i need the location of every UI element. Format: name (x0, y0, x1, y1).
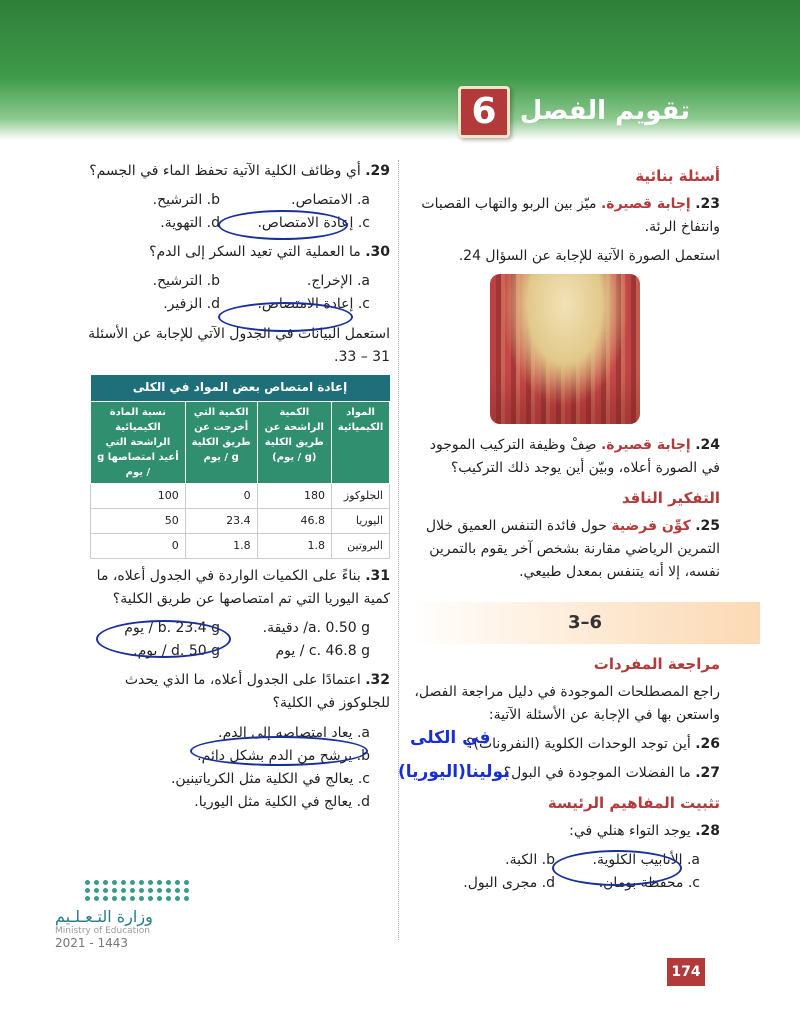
option-b[interactable]: b. الكبة. (505, 851, 555, 868)
question-25: 25. كوِّن فرضية حول فائدة التنفس العميق خلال التمرين الرياضي مقارنة بشخص آخر يقوم بالتمرين نفسه، إلا أنه يتنفس بمعدل طبيعي. (425, 517, 720, 581)
option-c[interactable]: c. إعادة الامتصاص. (257, 296, 370, 313)
option-d[interactable]: d. مجرى البول. (463, 875, 555, 891)
section-heading: تثبيت المفاهيم الرئيسة (547, 794, 720, 813)
table-header: نسبة المادة الكيميائية الراشحة التي أعيد امتصاصها g / يوم (91, 401, 186, 483)
handwritten-answer-27: بولينا(اليوريا) (398, 762, 510, 782)
question-29: 29. أي وظائف الكلية الآتية تحفظ الماء في الجسم؟ (89, 163, 390, 179)
options-32 (70, 722, 370, 814)
reabsorption-table (90, 375, 390, 559)
option-a[interactable]: a. 0.50 g/ دقيقة. (262, 620, 370, 637)
question-23: 23. إجابة قصيرة. ميّز بين الربو والتهاب القصبات وانتفاخ الرئة. (421, 195, 720, 235)
table-row: اليوريا 46.8 23.4 50 (91, 508, 390, 533)
table-header: الكمية التي أخرجت عن طريق الكلية g / يوم (185, 401, 257, 483)
option-a[interactable]: a. الأنابيب الكلوية. (592, 851, 700, 868)
page-number: 174 (667, 958, 705, 986)
question-27: 27. ما الفضلات الموجودة في البول؟ (503, 764, 720, 781)
option-d[interactable]: d. 50 g / يوم. (133, 643, 220, 660)
table-intro: استعمل البيانات في الجدول الآتي للإجابة عن الأسئلة 31 – 33. (88, 325, 390, 365)
left-column (70, 160, 390, 814)
tissue-photo (490, 274, 640, 424)
question-31: 31. بناءً على الكميات الواردة في الجدول أعلاه، ما كمية اليوريا التي تم امتصاصها عن طريق الكلية؟ (96, 567, 390, 608)
section-number-box: 6–3 (410, 602, 760, 644)
image-intro: استعمل الصورة الآتية للإجابة عن السؤال 24. (458, 247, 720, 264)
option-b[interactable]: b. الترشيح. (152, 273, 220, 290)
question-24: 24. إجابة قصيرة. صِفْ وظيفة التركيب الموجود في الصورة أعلاه، وبيّن أين يوجد ذلك التركيب؟ (429, 437, 720, 477)
option-a[interactable]: a. الامتصاص. (291, 192, 370, 209)
answer-circle-29 (218, 210, 348, 240)
table-caption: إعادة امتصاص بعض المواد في الكلى (91, 375, 390, 401)
vocab-intro: راجع المصطلحات الموجودة في دليل مراجعة الفصل، واستعن بها في الإجابة عن الأسئلة الآتية: (414, 683, 720, 723)
option-d[interactable]: d. التهوية. (160, 215, 220, 232)
option-d[interactable]: d. يعالج في الكلية مثل اليوريا. (194, 793, 370, 810)
section-heading: التفكير الناقد (621, 489, 720, 508)
question-28: 28. يوجد التواء هنلي في: (569, 822, 720, 839)
table-row: البروتين 1.8 1.8 0 (91, 533, 390, 558)
table-header: المواد الكيميائية (332, 401, 390, 483)
question-32: 32. اعتمادًا على الجدول أعلاه، ما الذي يحدث للجلوكوز في الكلية؟ (124, 672, 390, 712)
answer-circle-31 (96, 620, 231, 658)
question-30: 30. ما العملية التي تعيد السكر إلى الدم؟ (149, 244, 390, 261)
answer-circle-30 (218, 302, 353, 332)
handwritten-answer-26: في الكلى (410, 728, 491, 748)
ministry-name-ar: وزارة التـعـلـيم (55, 907, 153, 926)
option-a[interactable]: a. يعاد امتصاصه إلى الدم. (218, 724, 370, 741)
right-column (410, 160, 720, 901)
chapter-title: تقويم الفصل (519, 96, 690, 126)
option-c[interactable]: c. 46.8 g / يوم (275, 643, 370, 660)
option-c[interactable]: c. يعالج في الكلية مثل الكرياتينين. (170, 770, 370, 787)
table-header: الكمية الراشحة عن طريق الكلية (g / يوم) (257, 401, 331, 483)
section-heading: أسئلة بنائية (635, 167, 720, 185)
ministry-logo (55, 880, 205, 950)
option-b[interactable]: b. يرشح من الدم بشكل دائم. (197, 747, 370, 764)
logo-dots-icon (85, 880, 205, 901)
option-c[interactable]: c. محفظة بومان. (598, 875, 700, 891)
chapter-number: 6 (458, 86, 510, 138)
option-b[interactable]: b. 23.4 g / يوم (124, 620, 220, 637)
answer-circle-28 (552, 850, 682, 886)
question-26: 26. أين توجد الوحدات الكلوية (النفرونات)؟ (466, 735, 720, 752)
option-b[interactable]: b. الترشيح. (152, 192, 220, 209)
section-heading: مراجعة المفردات (593, 654, 720, 673)
table-row: الجلوكوز 180 0 100 (91, 483, 390, 508)
edition-year: 2021 - 1443 (55, 936, 129, 950)
option-d[interactable]: d. الزفير. (163, 296, 220, 313)
column-divider (398, 160, 399, 940)
option-a[interactable]: a. الإخراج. (306, 273, 370, 290)
answer-circle-32 (190, 736, 368, 766)
option-c[interactable]: c. إعادة الامتصاص. (257, 215, 370, 232)
ministry-name-en: Ministry of Education (55, 926, 150, 936)
